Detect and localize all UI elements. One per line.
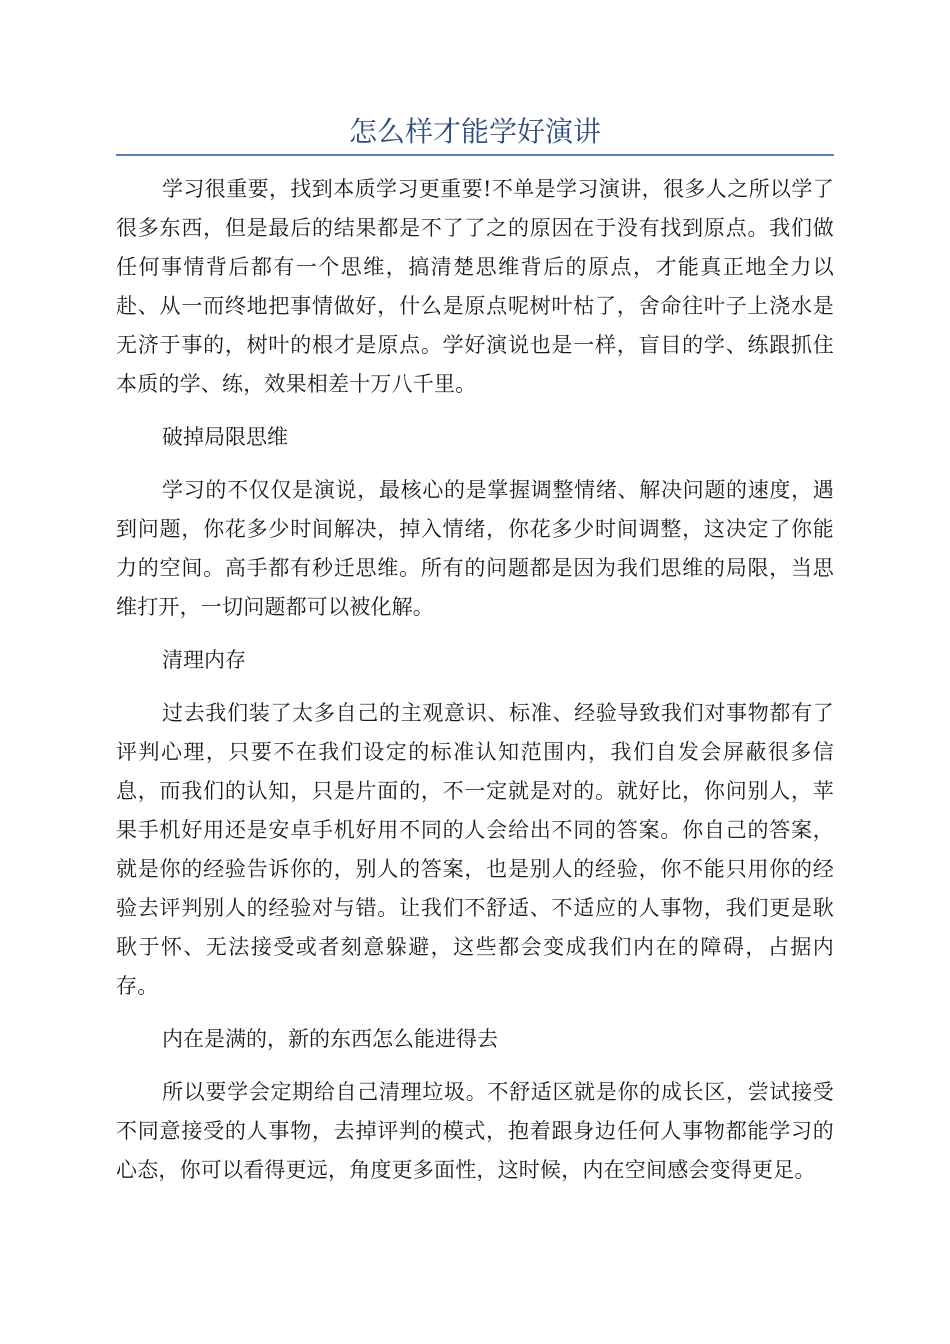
section-heading-inner-full: 内在是满的，新的东西怎么能进得去 — [162, 1027, 498, 1051]
paragraph-inner-full: 所以要学会定期给自己清理垃圾。不舒适区就是你的成长区，尝试接受不同意接受的人事物，去掉评判的模式，抱着跟身边任何人事物都能学习的心态，你可以看得更远，角度更多面性，这时候，内在空间感会变得更足。 — [116, 1080, 834, 1182]
title-underline — [116, 154, 834, 156]
document-page — [116, 112, 834, 1204]
paragraph-break-limits: 学习的不仅仅是演说，最核心的是掌握调整情绪、解决问题的速度，遇到问题，你花多少时间解决，掉入情绪，你花多少时间调整，这决定了你能力的空间。高手都有秒迁思维。所有的问题都是因为我们思维的局限，当思维打开，一切问题都可以被化解。 — [116, 478, 834, 619]
document-title: 怎么样才能学好演讲 — [348, 115, 601, 148]
paragraph-clear-memory: 过去我们装了太多自己的主观意识、标准、经验导致我们对事物都有了评判心理，只要不在我们设定的标准认知范围内，我们自发会屏蔽很多信息，而我们的认知，只是片面的，不一定就是对的。就好比，你问别人，苹果手机好用还是安卓手机好用不同的人会给出不同的答案。你自己的答案，就是你的经验告诉你的，别人的答案，也是别人的经验，你不能只用你的经验去评判别人的经验对与错。让我们不舒适、不适应的人事物，我们更是耿耿于怀、无法接受或者刻意躲避，这些都会变成我们内在的障碍，占据内存。 — [116, 701, 834, 998]
paragraph-intro: 学习很重要，找到本质学习更重要!不单是学习演讲，很多人之所以学了很多东西，但是最后的结果都是不了了之的原因在于没有找到原点。我们做任何事情背后都有一个思维，搞清楚思维背后的原点，才能真正地全力以赴、从一而终地把事情做好，什么是原点呢树叶枯了，舍命往叶子上浇水是无济于事的，树叶的根才是原点。学好演说也是一样，盲目的学、练跟抓住本质的学、练，效果相差十万八千里。 — [116, 177, 834, 396]
section-heading-break-limits: 破掉局限思维 — [162, 425, 288, 449]
section-heading-clear-memory: 清理内存 — [162, 648, 246, 672]
